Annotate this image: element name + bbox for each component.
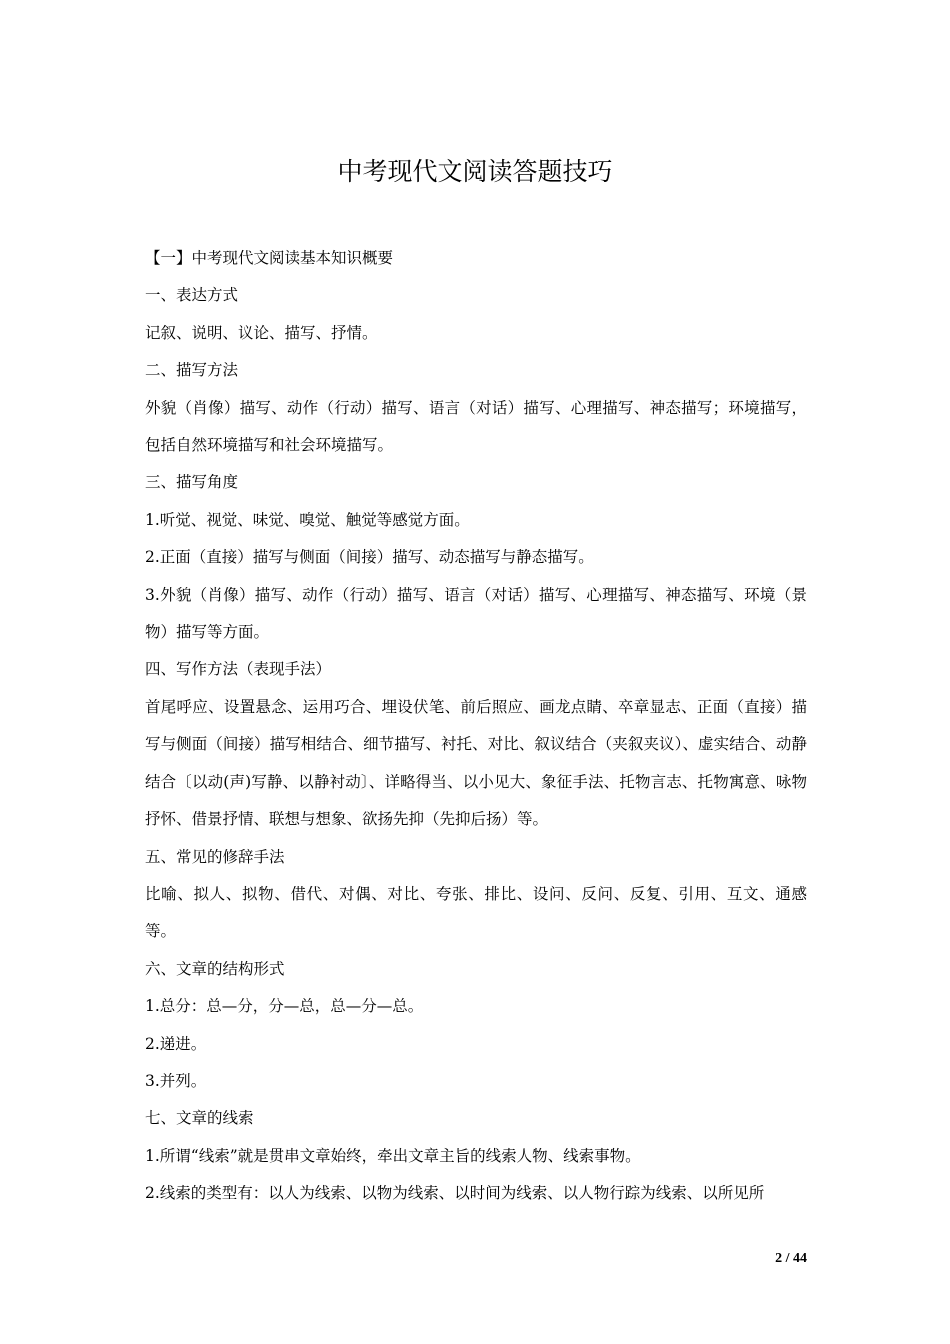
subheading: 三、描写角度	[145, 473, 239, 492]
list-item: 3.并列。	[145, 1071, 207, 1090]
subheading: 四、写作方法（表现手法）	[145, 660, 332, 679]
section-heading: 【一】中考现代文阅读基本知识概要	[145, 249, 394, 267]
paragraph: 首尾呼应、设置悬念、运用巧合、埋设伏笔、前后照应、画龙点睛、卒章显志、正面（直接）描写与侧面（间接）描写相结合、细节描写、衬托、对比、叙议结合（夹叙夹议）、虚实结合、动静结合〔以动(声)写静、以静衬动〕、详略得当、以小见大、象征手法、托物言志、托物寓意、咏物抒怀、借景抒情、联想与想象、欲扬先抑（先抑后扬）等。	[145, 697, 807, 829]
paragraph: 记叙、说明、议论、描写、抒情。	[145, 323, 378, 342]
page-number: 2 / 44	[775, 1251, 807, 1266]
paragraph: 外貌（肖像）描写、动作（行动）描写、语言（对话）描写、心理描写、神态描写；环境描写，包括自然环境描写和社会环境描写。	[145, 398, 807, 455]
subheading: 二、描写方法	[145, 361, 239, 380]
list-item: 1.总分：总—分，分—总，总—分—总。	[145, 997, 424, 1016]
list-item: 2.正面（直接）描写与侧面（间接）描写、动态描写与静态描写。	[145, 548, 594, 567]
list-item: 1.所谓“线索”就是贯串文章始终，牵出文章主旨的线索人物、线索事物。	[145, 1146, 641, 1165]
list-item: 2.线索的类型有：以人为线索、以物为线索、以时间为线索、以人物行踪为线索、以所见所	[145, 1184, 765, 1203]
list-item: 2.递进。	[145, 1034, 207, 1053]
document-title: 中考现代文阅读答题技巧	[337, 157, 613, 186]
paragraph: 比喻、拟人、拟物、借代、对偶、对比、夸张、排比、设问、反问、反复、引用、互文、通感等。	[145, 884, 807, 941]
subheading: 六、文章的结构形式	[145, 959, 285, 978]
document-body	[145, 240, 807, 1213]
subheading: 七、文章的线索	[145, 1109, 254, 1128]
subheading: 五、常见的修辞手法	[145, 847, 285, 866]
list-item: 3.外貌（肖像）描写、动作（行动）描写、语言（对话）描写、心理描写、神态描写、环境（景物）描写等方面。	[145, 585, 807, 642]
list-item: 1.听觉、视觉、味觉、嗅觉、触觉等感觉方面。	[145, 510, 470, 529]
subheading: 一、表达方式	[145, 286, 239, 305]
